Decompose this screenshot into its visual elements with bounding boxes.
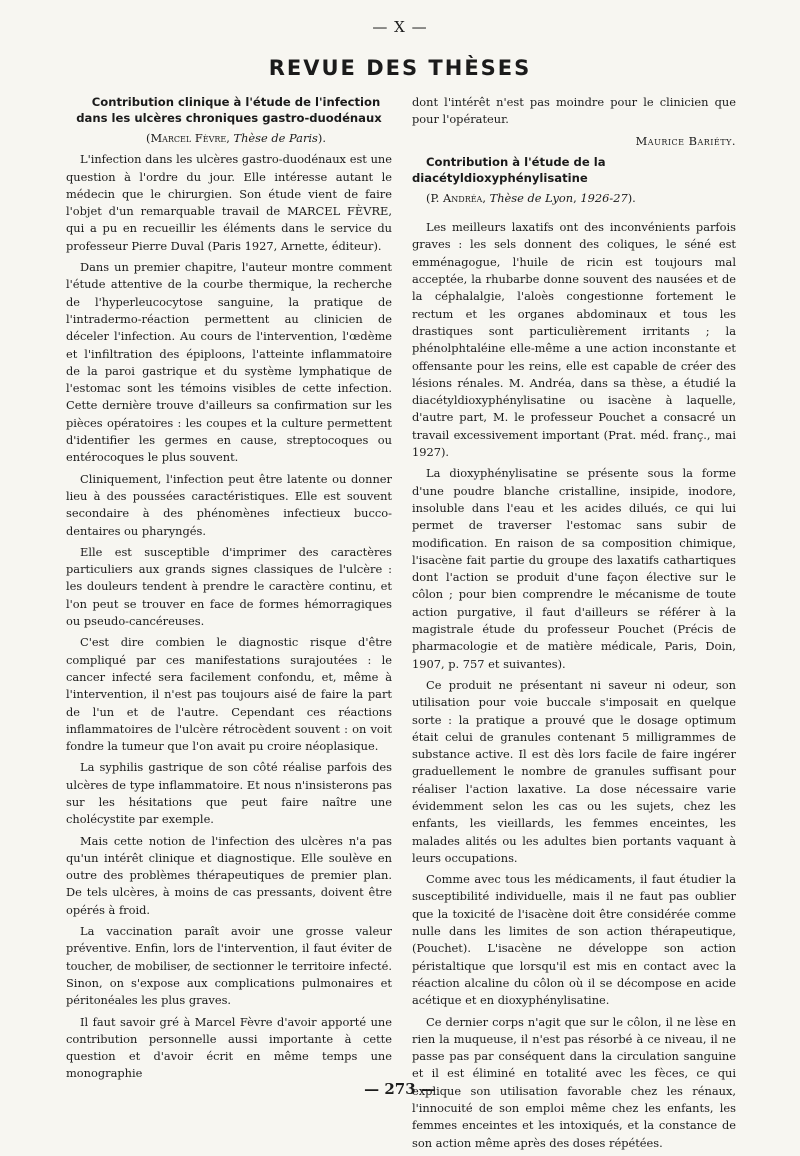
article2-paragraph: Ce dernier corps n'agit que sur le côlon, il ne lèse en rien la muqueuse, il n'est pas résorbé à ce niveau, il ne passe pas par conséquent dans la circulation sanguine et il est éliminé en totalité avec les fèces, ce qui explique son utilisation favorable chez les rénaux, l'innocuité de son emploi même chez les enfants, les femmes enceintes et les intoxiqués, et la constance de son action même après des doses répétées. <box>412 1014 736 1150</box>
article1-paragraph: Mais cette notion de l'infection des ulcères n'a pas qu'un intérêt clinique et diagnostique. Elle soulève en outre des problèmes thérapeutiques de premier plan. De tels ulcères, à moins de cas pressants, doivent être opérés à froid. <box>66 833 392 917</box>
section-heading: REVUE DES THÈSES <box>268 56 532 80</box>
left-column <box>66 94 392 1087</box>
article1-paragraph: La vaccination paraît avoir une grosse valeur préventive. Enfin, lors de l'intervention, il faut éviter de toucher, de mobiliser, de sectionner le territoire infecté. Sinon, on s'expose aux complications pulmonaires et péritonéales les plus graves. <box>66 924 392 1008</box>
article2-byline: (P. Andréa, Thèse de Lyon, 1926-27). <box>426 190 636 205</box>
article2-source: Thèse de Lyon <box>489 190 574 205</box>
article2-year: 1926-27 <box>580 190 628 205</box>
article1-continuation: dont l'intérêt n'est pas moindre pour le clinicien que pour l'opérateur. <box>412 95 736 127</box>
article2-paragraph: Ce produit ne présentant ni saveur ni odeur, son utilisation pour voie buccale s'imposait en quelque sorte : la pratique a prouvé que le dosage optimum était celui de granules contenant 5 milligrammes de substance active. Il est dès lors facile de faire ingérer graduellement le nombre de granules suffisant pour réaliser l'action laxative. La dose nécessaire varie évidemment selon les cas ou les sujets, chez les enfants, les vieillards, les femmes enceintes, les malades alités ou les adultes bien portants vaquant à leurs occupations. <box>412 677 736 865</box>
article2-paragraph: Les meilleurs laxatifs ont des inconvénients parfois graves : les sels donnent des coliques, le séné est emménagogue, l'huile de ricin est toujours mal acceptée, la rhubarbe donne souvent des nausées et de la céphalalgie, l'aloès congestionne fortement le rectum et les organes abdominaux et tous les drastiques sont particulièrement irritants ; la phénolphtaléine elle-même a une action inconstante et offensante pour les reins, elle est capable de créer des lésions rénales. M. Andréa, dans sa thèse, a étudié la diacétyldioxyphénylisatine ou isacène à laquelle, d'autre part, M. le professeur Pouchet a consacré un travail excessivement important (Prat. méd. franç., mai 1927). <box>412 220 736 460</box>
article1-author: Marcel Fèvre <box>150 131 227 145</box>
article1-paragraph: Cliniquement, l'infection peut être latente ou donner lieu à des poussées caractéristiques. Elle est souvent secondaire à des phénomènes infectieux bucco-dentaires ou pharyngés. <box>66 471 392 538</box>
article1-paragraph: Dans un premier chapitre, l'auteur montre comment l'étude attentive de la courbe thermique, la recherche de l'hyperleucocytose sanguine, la pratique de l'intradermo-réaction permettent au clinicien de déceler l'infection. Au cours de l'intervention, l'œdème et l'infiltration des épiploons, l'atteinte inflammatoire de la paroi gastrique et du système lymphatique de l'estomac sont les témoins visibles de cette infection. Cette dernière trouve d'ailleurs sa confirmation sur les pièces opératoires : les coupes et la culture permettent d'identifier les germes en cause, streptocoques ou entérocoques le plus souvent. <box>66 260 392 465</box>
article1-byline: (Marcel Fèvre, Thèse de Paris). <box>146 131 326 145</box>
right-column <box>412 94 736 1156</box>
article1-paragraph: C'est dire combien le diagnostic risque d'être compliqué par ces manifestations surajoutées : le cancer infecté sera facilement confondu, et, même à l'intervention, il n'est pas toujours aisé de faire la part de l'un et de l'autre. Cependant ces réactions inflammatoires de l'ulcère rétrocèdent souvent : on voit fondre la tumeur que l'on avait pu croire néoplasique. <box>66 635 392 754</box>
article1-paragraph: L'infection dans les ulcères gastro-duodénaux est une question à l'ordre du jour. Elle intéresse autant le médecin que le chirurgien. Son étude vient de faire l'objet d'un remarquable travail de MARCEL FÈVRE, qui a pu en recueillir les éléments dans le service du professeur Pierre Duval (Paris 1927, Arnette, éditeur). <box>66 152 392 253</box>
article2-author: P. Andréa <box>430 190 483 205</box>
article1-paragraph: Il faut savoir gré à Marcel Fèvre d'avoir apporté une contribution personnelle aussi importante à cette question et d'avoir écrit en même temps une monographie <box>66 1014 392 1081</box>
article1-paragraph: La syphilis gastrique de son côté réalise parfois des ulcères de type inflammatoire. Et nous n'insisterons pas sur les hésitations que peut faire naître une cholécystite par exemple. <box>66 760 392 827</box>
article1-paragraph: Elle est susceptible d'imprimer des caractères particuliers aux grands signes classiques de l'ulcère : les douleurs tendent à prendre le caractère continu, et l'on peut se trouver en face de formes hémorragiques ou pseudo-cancéreuses. <box>66 544 392 629</box>
article1-title: Contribution clinique à l'étude de l'infection dans les ulcères chroniques gastro-duodénaux <box>76 95 382 125</box>
page-number: — 273 — <box>364 1080 436 1098</box>
article2-paragraph: Comme avec tous les médicaments, il faut étudier la susceptibilité individuelle, mais il ne faut pas oublier que la toxicité de l'isacène doit être considérée comme nulle dans les limites de son action thérapeutique, (Pouchet). L'isacène ne développe son action péristaltique que lorsqu'il est mis en contact avec la réaction alcaline du côlon où il se décompose en acide acétique et en dioxyphénylisatine. <box>412 872 736 1008</box>
roman-page-numeral: — X — <box>372 18 428 36</box>
article2-paragraph: La dioxyphénylisatine se présente sous la forme d'une poudre blanche cristalline, insipide, inodore, insoluble dans l'eau et les acides dilués, ce qui lui permet de traverser l'estomac sans subir de modification. En raison de sa composition chimique, l'isacène fait partie du groupe des laxatifs cathartiques dont l'action se produit d'une façon élective sur le côlon ; pour bien comprendre le mécanisme de toute action purgative, il faut d'ailleurs se référer à la magistrale étude du professeur Pouchet (Précis de pharmacologie et de matière médicale, Paris, Doin, 1907, p. 757 et suivantes). <box>412 466 736 671</box>
article1-source: Thèse de Paris <box>233 131 318 145</box>
article2-title: Contribution à l'étude de la diacétyldioxyphénylisatine <box>412 154 606 185</box>
article1-signature: Maurice Bariéty. <box>635 133 736 148</box>
